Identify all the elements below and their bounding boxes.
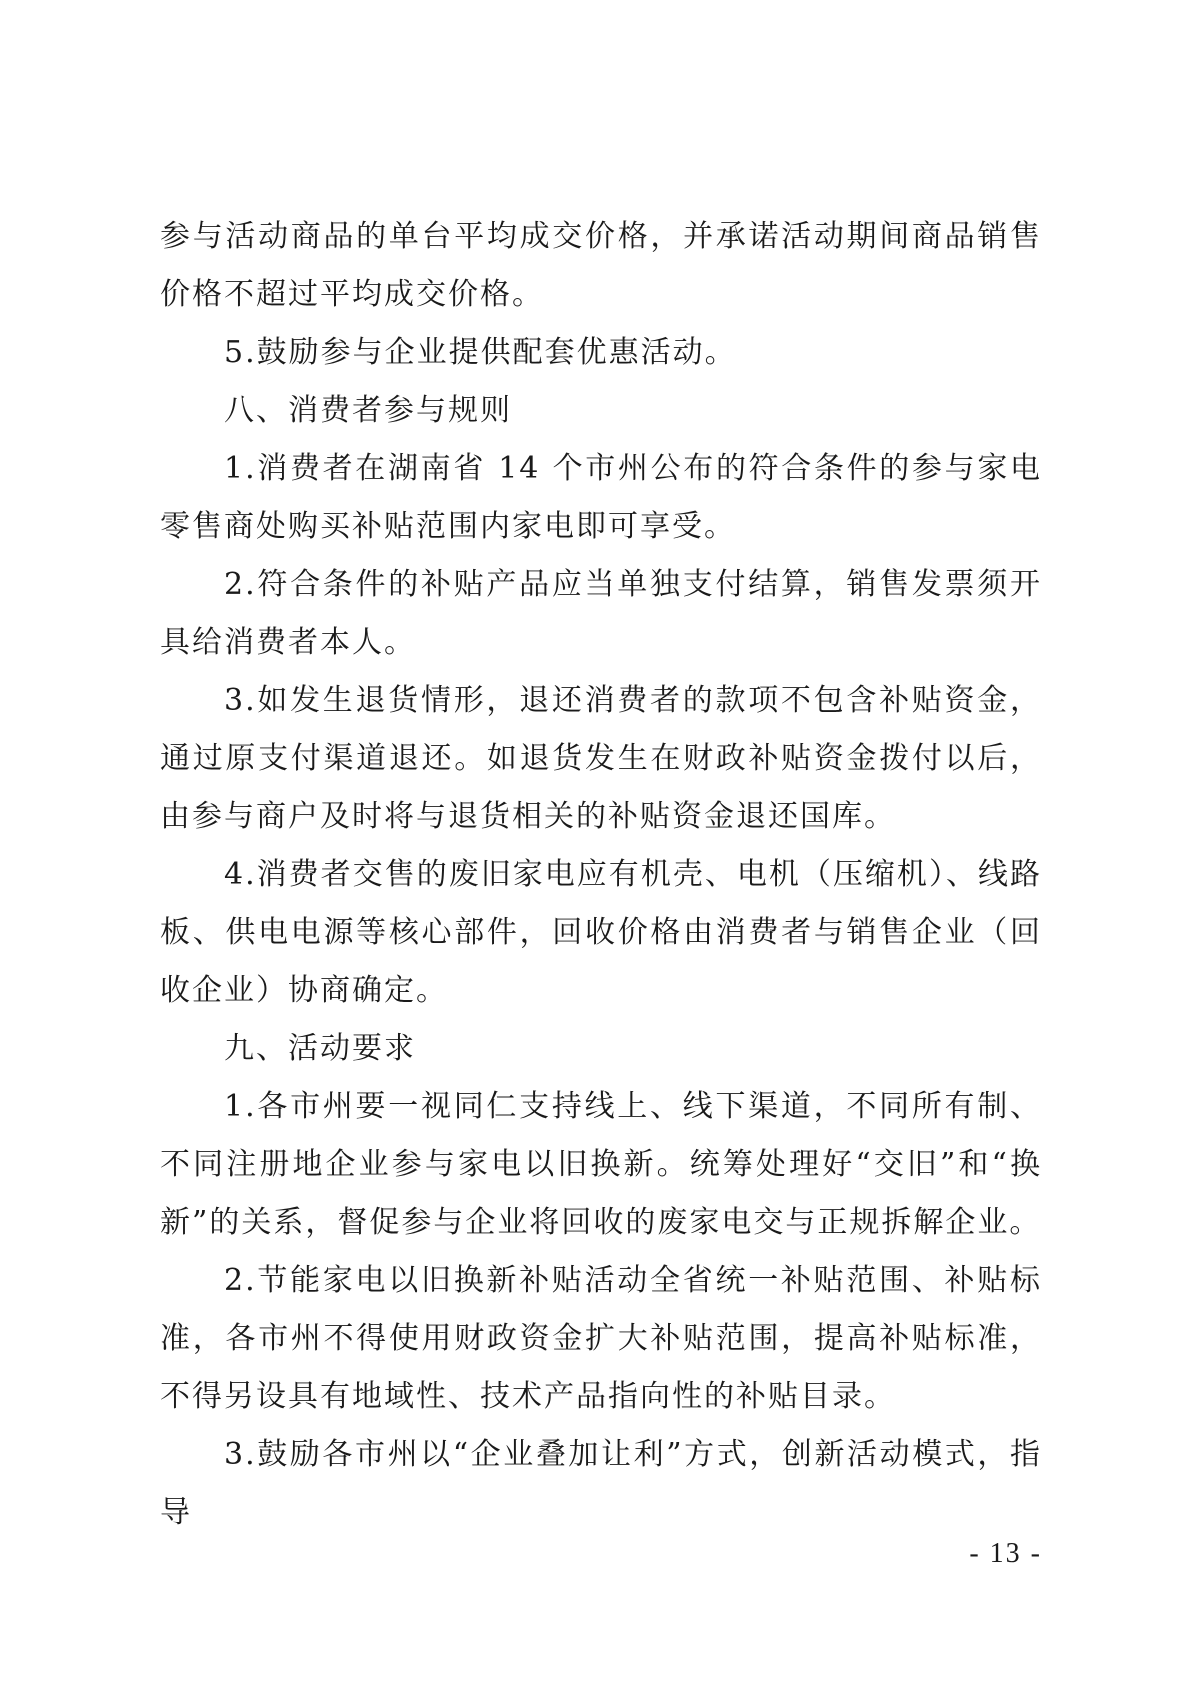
- paragraph-consumer-item-2: 2.符合条件的补贴产品应当单独支付结算，销售发票须开具给消费者本人。: [160, 567, 1042, 660]
- section-heading-consumer-rules: 八、消费者参与规则: [224, 393, 512, 428]
- paragraph-consumer-item-4: 4.消费者交售的废旧家电应有机壳、电机（压缩机）、线路板、供电电源等核心部件，回收价格由消费者与销售企业（回收企业）协商确定。: [160, 857, 1042, 1008]
- section-heading-activity-requirements: 九、活动要求: [224, 1031, 416, 1066]
- paragraph-requirement-item-1: 1.各市州要一视同仁支持线上、线下渠道，不同所有制、不同注册地企业参与家电以旧换新。统筹处理好“交旧”和“换新”的关系，督促参与企业将回收的废家电交与正规拆解企业。: [160, 1089, 1042, 1240]
- document-body: [160, 208, 1042, 1542]
- paragraph-continuation: 参与活动商品的单台平均成交价格，并承诺活动期间商品销售价格不超过平均成交价格。: [160, 219, 1042, 312]
- paragraph-item-5: 5.鼓励参与企业提供配套优惠活动。: [224, 335, 737, 370]
- page-number: - 13 -: [969, 1538, 1042, 1569]
- paragraph-consumer-item-3: 3.如发生退货情形，退还消费者的款项不包含补贴资金，通过原支付渠道退还。如退货发生在财政补贴资金拨付以后，由参与商户及时将与退货相关的补贴资金退还国库。: [160, 683, 1042, 834]
- paragraph-requirement-item-3: 3.鼓励各市州以“企业叠加让利”方式，创新活动模式，指导: [160, 1437, 1042, 1530]
- paragraph-consumer-item-1: 1.消费者在湖南省 14 个市州公布的符合条件的参与家电零售商处购买补贴范围内家电即可享受。: [160, 451, 1042, 544]
- paragraph-requirement-item-2: 2.节能家电以旧换新补贴活动全省统一补贴范围、补贴标准，各市州不得使用财政资金扩大补贴范围，提高补贴标准，不得另设具有地域性、技术产品指向性的补贴目录。: [160, 1263, 1042, 1414]
